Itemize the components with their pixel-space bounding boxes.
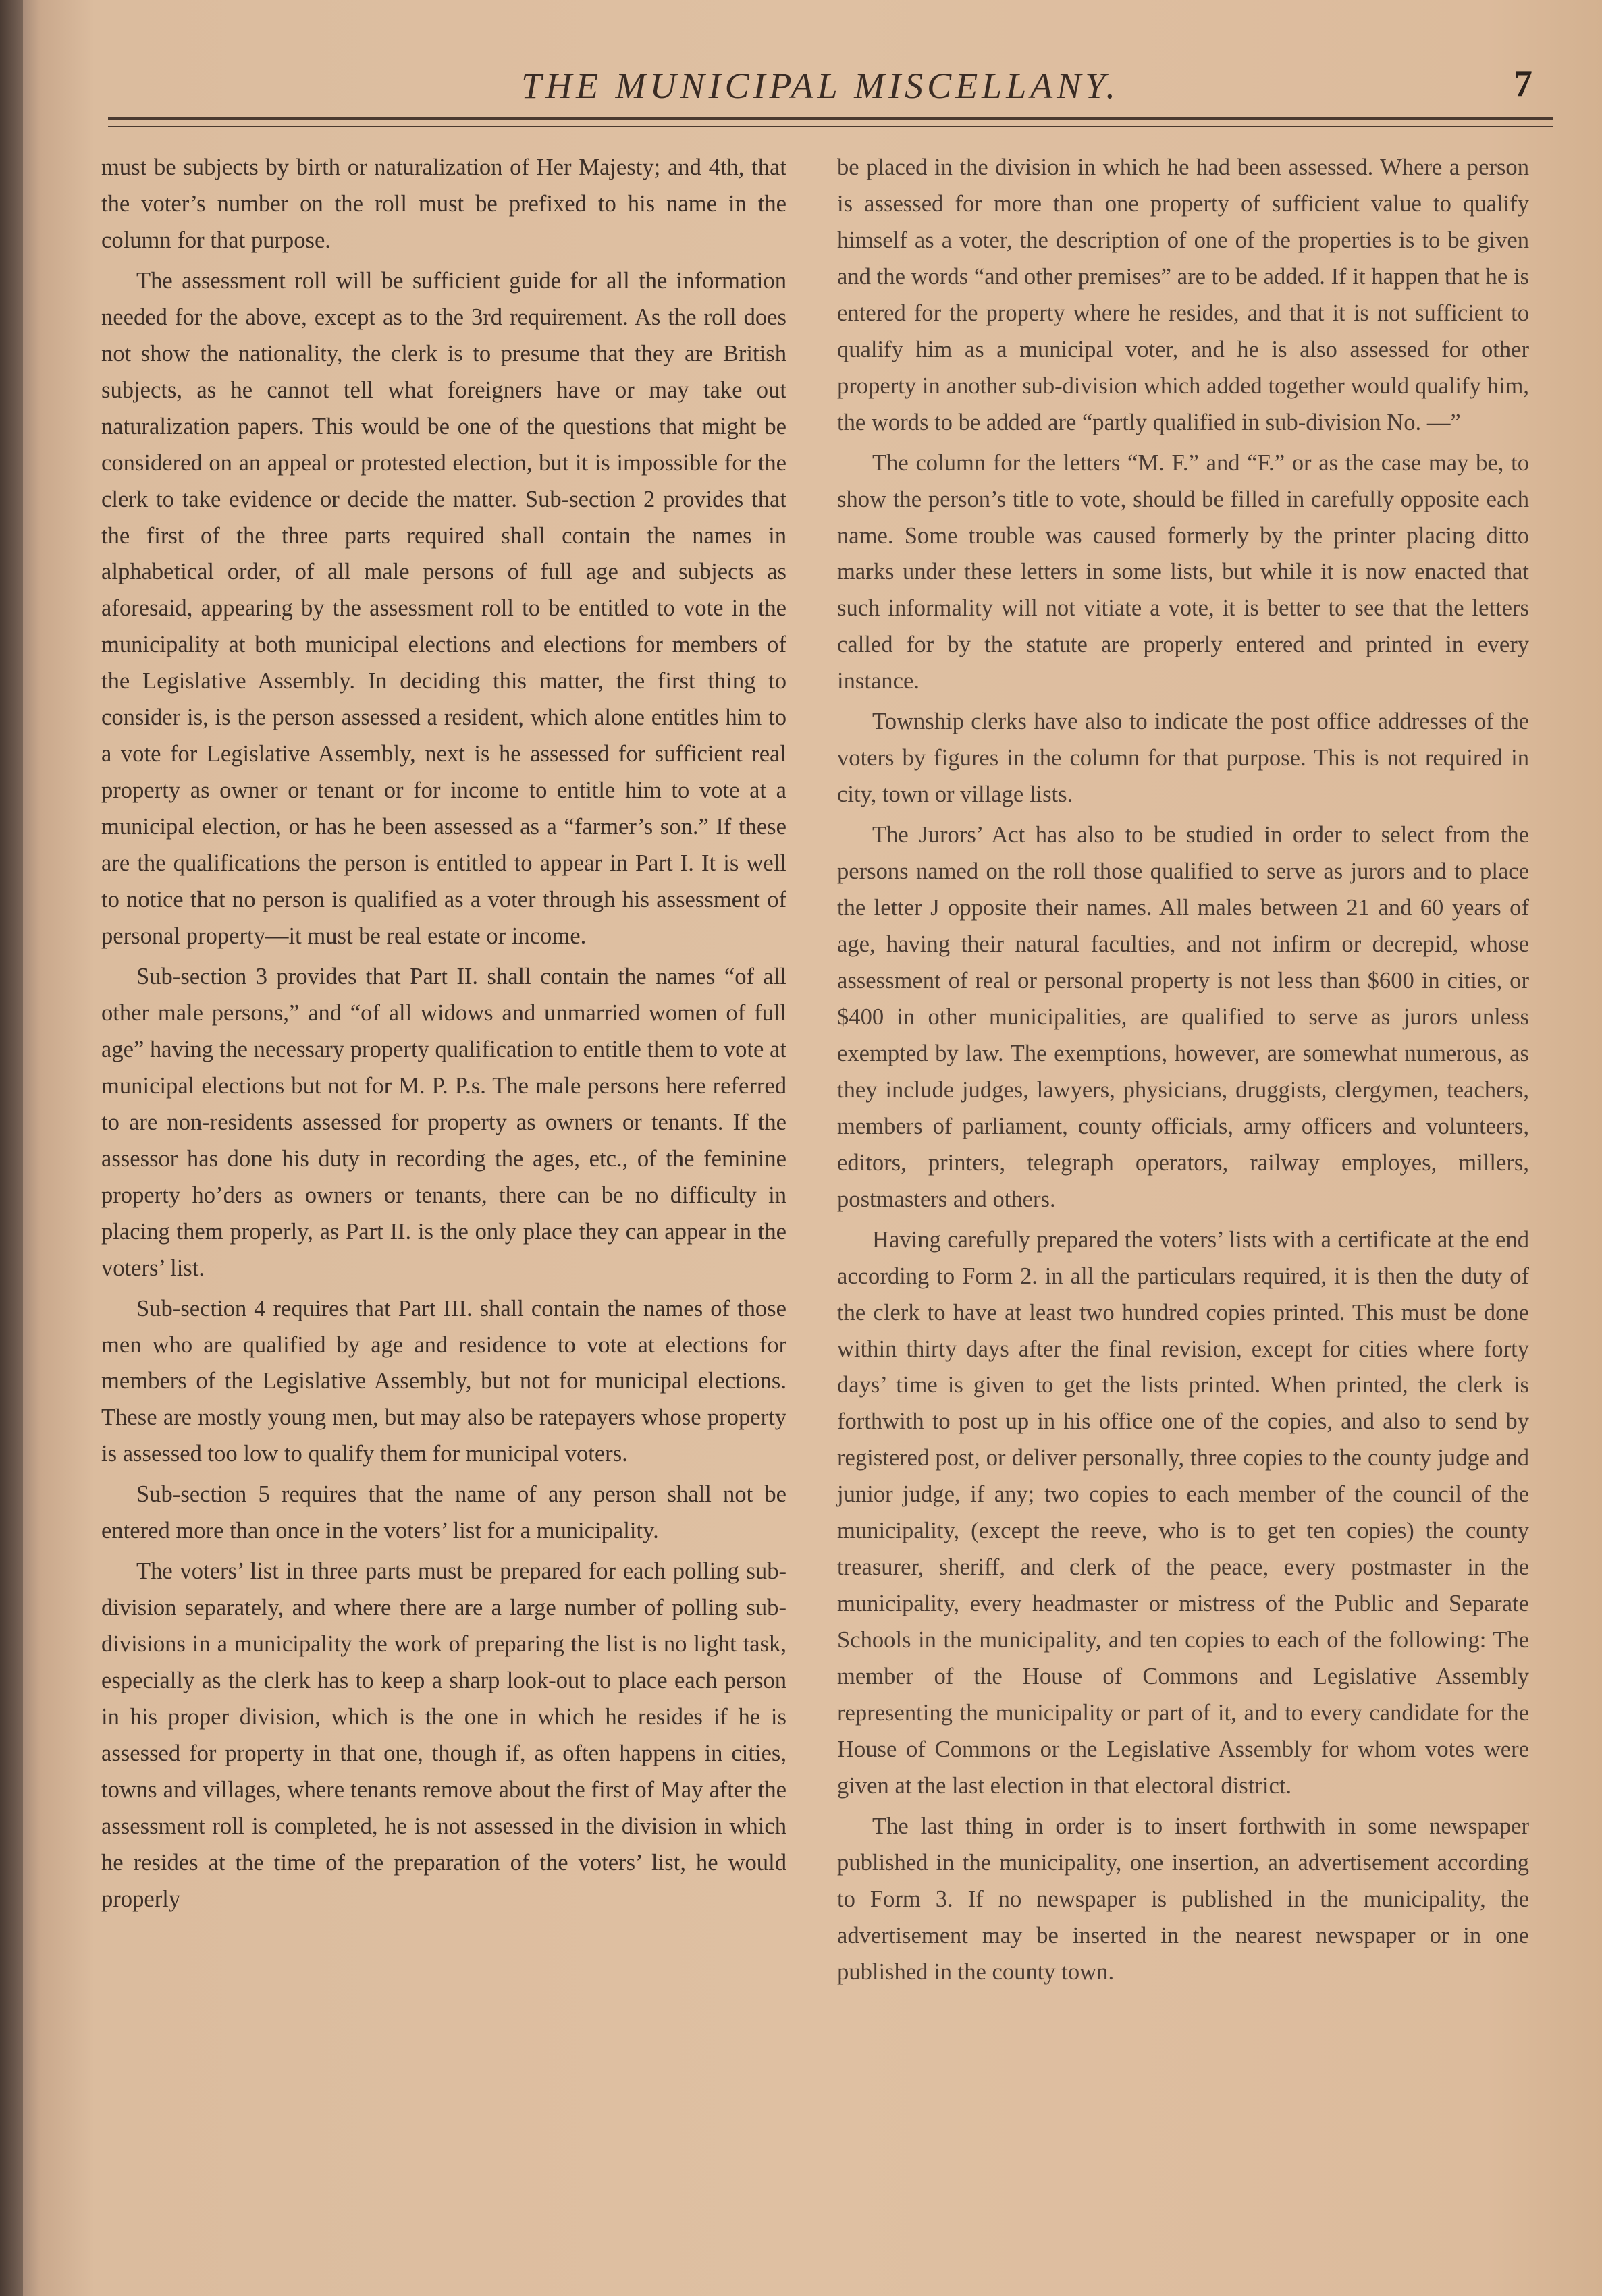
paragraph: The column for the letters “M. F.” and “F.” or as the case may be, to show the person’s title to vote, should be filled in carefully opposite each name. Some trouble was caused formerly by the printer placing ditto marks under these letters in some lists, but while it is now enacted that such informality will not vitiate a vote, it is better to see that the letters called for by the statute are properly entered and printed in every instance. bbox=[837, 449, 1529, 694]
page-header bbox=[101, 65, 1539, 112]
paragraph: Sub-section 5 requires that the name of any person shall not be entered more than once in the voters’ list for a municipality. bbox=[101, 1481, 786, 1544]
running-title: THE MUNICIPAL MISCELLANY. bbox=[521, 65, 1119, 106]
paragraph: Sub-section 4 requires that Part III. shall contain the names of those men who are qualified by age and residence to vote at elections for members of the Legislative Assembly, but not for municipal elections. These are mostly young men, but may also be ratepayers whose property is assessed too low to qualify them for municipal voters. bbox=[101, 1295, 786, 1467]
paragraph: The voters’ list in three parts must be prepared for each polling sub-division separately, and where there are a large number of polling sub-divisions in a municipality the work of preparing the list is no light task, especially as the clerk has to keep a sharp look-out to place each person in his proper division, which is the one in which he resides if he is assessed for property in that one, though if, as often happens in cities, towns and villages, where tenants remove about the first of May after the assessment roll is completed, he is not assessed in the division in which he resides at the time of the preparation of the voters’ list, he would properly bbox=[101, 1558, 786, 1912]
header-rule-thick bbox=[108, 117, 1553, 120]
paragraph: Having carefully prepared the voters’ lists with a certificate at the end according to Form 2. in all the particulars required, it is then the duty of the clerk to have at least two hundred copies printed. This must be done within thirty days after the final revision, except for cities where forty days’ time is given to get the lists printed. When printed, the clerk is forthwith to post up in his office one of the copies, and also to send by registered post, or deliver personally, three copies to the county judge and junior judge, if any; two copies to each member of the council of the municipality, (except the reeve, who is to get ten copies) the county treasurer, sheriff, and clerk of the peace, every postmaster in the municipality, every headmaster or mistress of the Public and Separate Schools in the municipality, and ten copies to each of the following: The member of the House of Commons and Legislative Assembly representing the municipality or part of it, and to every candidate for the House of Commons or the Legislative Assembly for whom votes were given at the last election in that electoral district. bbox=[837, 1226, 1529, 1799]
paragraph: The Jurors’ Act has also to be studied in order to select from the persons named on the roll those qualified to serve as jurors and to place the letter J opposite their names. All males between 21 and 60 years of age, having their natural faculties, and not infirm or decrepid, whose assessment of real or personal property is not less than $600 in cities, or $400 in other municipalities, are qualified to serve as jurors unless exempted by law. The exemptions, however, are somewhat numerous, as they include judges, lawyers, physicians, druggists, clergymen, teachers, members of parliament, county officials, army officers and volunteers, editors, printers, telegraph operators, railway employes, millers, postmasters and others. bbox=[837, 822, 1529, 1212]
paragraph: Township clerks have also to indicate the post office addresses of the voters by figures in the column for that purpose. This is not required in city, town or village lists. bbox=[837, 709, 1529, 808]
header-rule-thin bbox=[108, 126, 1553, 127]
right-column bbox=[837, 150, 1529, 1995]
paragraph: The last thing in order is to insert forthwith in some newspaper published in the municipality, one insertion, an advertisement according to Form 3. If no newspaper is published in the municipality, the advertisement may be inserted in the nearest newspaper or in one published in the county town. bbox=[837, 1813, 1529, 1985]
page-number: 7 bbox=[1514, 63, 1532, 105]
binding-spine bbox=[0, 0, 23, 2296]
paragraph: Sub-section 3 provides that Part II. shall contain the names “of all other male persons,” and “of all widows and unmarried women of full age” having the necessary property qualification to entitle them to vote at municipal elections but not for M. P. P.s. The male persons here referred to are non-residents assessed for property as owners or tenants. If the assessor has done his duty in recording the ages, etc., of the feminine property ho’ders as owners or tenants, there can be no difficulty in placing them properly, as Part II. is the only place they can appear in the voters’ list. bbox=[101, 963, 786, 1281]
paragraph: be placed in the division in which he had been assessed. Where a person is assessed for more than one property of sufficient value to qualify himself as a voter, the description of one of the properties is to be given and the words “and other premises” are to be added. If it happen that he is entered for the property where he resides, and that it is not sufficient to qualify him as a municipal voter, and he is also assessed for other property in another sub-division which added together would qualify him, the words to be added are “partly qualified in sub-division No. —” bbox=[837, 155, 1529, 435]
paragraph: must be subjects by birth or naturalization of Her Majesty; and 4th, that the voter’s number on the roll must be prefixed to his name in the column for that purpose. bbox=[101, 155, 786, 253]
paragraph: The assessment roll will be sufficient guide for all the information needed for the above, except as to the 3rd requirement. As the roll does not show the nationality, the clerk is to presume that they are British subjects, as he cannot tell what foreigners have or may take out naturalization papers. This would be one of the questions that might be considered on an appeal or protested election, but it is impossible for the clerk to take evidence or decide the matter. Sub-section 2 provides that the first of the three parts required shall contain the names in alphabetical order, of all male persons of full age and subjects as aforesaid, appearing by the assessment roll to be entitled to vote in the municipality at both municipal elections and elections for members of the Legislative Assembly. In deciding this matter, the first thing to consider is, is the person assessed a resident, which alone entitles him to a vote for Legislative Assembly, next is he assessed for sufficient real property as owner or tenant or for income to entitle him to vote at a municipal election, or has he been assessed as a “farmer’s son.” If these are the qualifications the person is entitled to appear in Part I. It is well to notice that no person is qualified as a voter through his assessment of personal property—it must be real estate or income. bbox=[101, 267, 786, 950]
left-column bbox=[101, 150, 786, 1922]
